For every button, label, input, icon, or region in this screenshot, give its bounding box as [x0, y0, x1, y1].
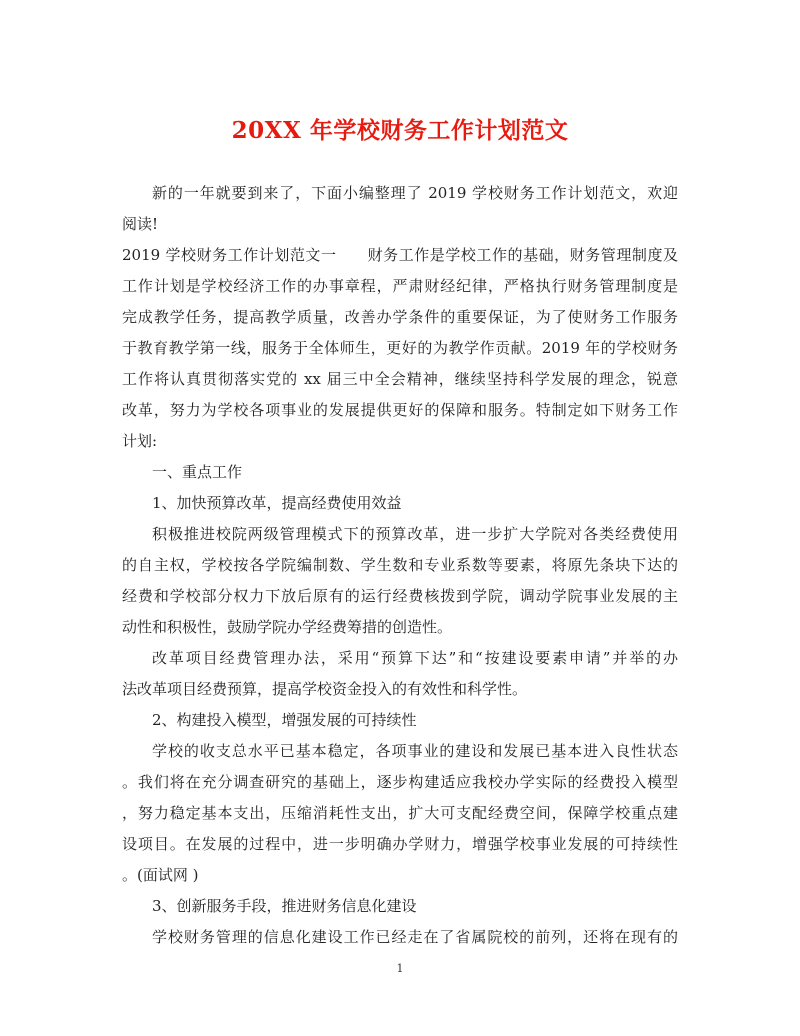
body-line: 计划: [122, 432, 158, 450]
body-line: 学校财务管理的信息化建设工作已经走在了省属院校的前列，还将在现有的 [152, 928, 678, 946]
body-line: 积极推进校院两级管理模式下的预算改革，进一步扩大学院对各类经费使用 [152, 525, 678, 543]
subsection-heading: 3、创新服务手段，推进财务信息化建设 [152, 897, 417, 915]
document-title: 20XX 年学校财务工作计划范文 [231, 117, 569, 144]
body-line: 完成教学任务，提高教学质量，改善办学条件的重要保证，为了使财务工作服务 [122, 308, 678, 326]
body-line: 工作将认真贯彻落实党的 xx 届三中全会精神，继续坚持科学发展的理念，锐意 [122, 370, 678, 388]
body-line: 工作计划是学校经济工作的办事章程，严肃财经纪律，严格执行财务管理制度是 [122, 277, 678, 295]
document-body [122, 178, 678, 953]
body-line: 法改革项目经费预算，提高学校资金投入的有效性和科学性。 [122, 680, 528, 698]
body-line: 。(面试网 ) [122, 866, 199, 884]
body-line: 的自主权，学校按各学院编制数、学生数和专业系数等要素，将原先条块下达的 [122, 556, 678, 574]
body-line: 。我们将在充分调查研究的基础上，逐步构建适应我校办学实际的经费投入模型 [122, 773, 678, 791]
body-line: 改革，努力为学校各项事业的发展提供更好的保障和服务。特制定如下财务工作 [122, 401, 678, 419]
section-heading: 一、重点工作 [152, 463, 243, 481]
page-number: 1 [396, 962, 404, 975]
body-line: 阅读! [122, 215, 159, 233]
body-line: 新的一年就要到来了，下面小编整理了 2019 学校财务工作计划范文，欢迎 [152, 184, 678, 202]
body-line: 2019 学校财务工作计划范文一 财务工作是学校工作的基础，财务管理制度及 [122, 246, 678, 264]
body-line: 改革项目经费管理办法，采用“预算下达”和“按建设要素申请”并举的办 [152, 649, 678, 667]
body-line: 学校的收支总水平已基本稳定，各项事业的建设和发展已基本进入良性状态 [152, 742, 678, 760]
body-line: ，努力稳定基本支出，压缩消耗性支出，扩大可支配经费空间，保障学校重点建 [122, 804, 678, 822]
subsection-heading: 1、加快预算改革，提高经费使用效益 [152, 494, 402, 512]
body-line: 于教育教学第一线，服务于全体师生，更好的为教学作贡献。2019 年的学校财务 [122, 339, 678, 357]
body-line: 设项目。在发展的过程中，进一步明确办学财力，增强学校事业发展的可持续性 [122, 835, 678, 853]
body-line: 动性和积极性，鼓励学院办学经费筹措的创造性。 [122, 618, 453, 636]
subsection-heading: 2、构建投入模型，增强发展的可持续性 [152, 711, 417, 729]
body-line: 经费和学校部分权力下放后原有的运行经费核拨到学院，调动学院事业发展的主 [122, 587, 678, 605]
